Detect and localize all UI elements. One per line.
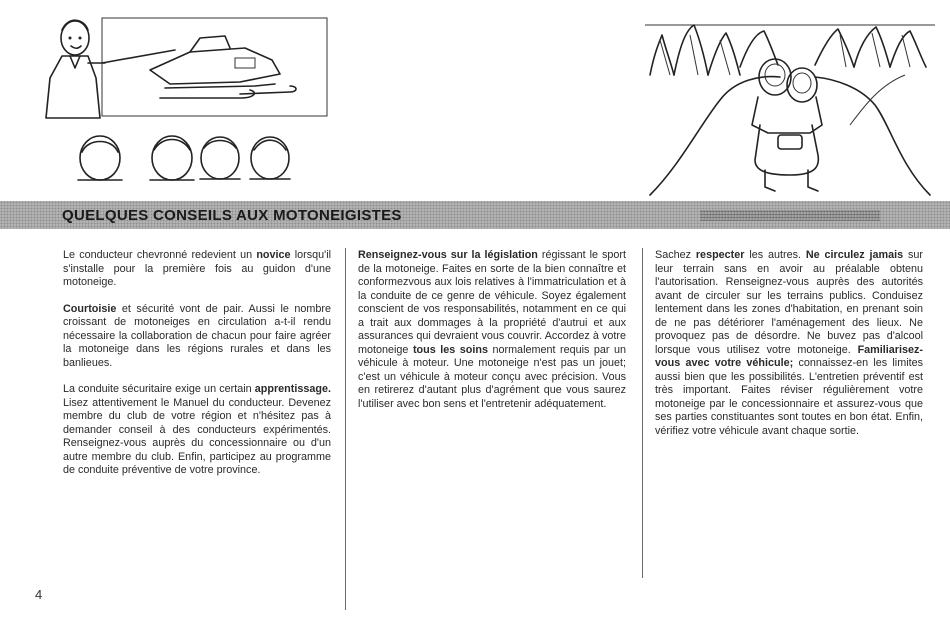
- text-column-3: [655, 249, 923, 451]
- text-run: connaissez-en les limites aussi bien que les possibilités. L'entretien préventif est très important. Faites réviser régulièrement votre motoneige par le concessionnaire et assurez-vous que ses parties constituantes sont toutes en bon état. Enfin, vérifiez votre véhicule avant chaque sortie.: [655, 357, 923, 437]
- banner-dark-strip: [700, 210, 880, 221]
- bold-text: Courtoisie: [63, 302, 117, 315]
- paragraph: [358, 249, 626, 411]
- bold-text: Familiarisez-vous avec votre véhicule;: [655, 343, 923, 369]
- forest-treeline: [645, 25, 935, 75]
- text-run: Sachez: [655, 249, 696, 261]
- text-column-1: [63, 249, 331, 491]
- text-run: Le conducteur chevronné redevient un: [63, 249, 257, 261]
- text-run: Lisez attentivement le Manuel du conducteur. Devenez membre du club de votre région et n'hésitez pas à demander conseil à des conducteurs expérimentés. Renseignez-vous auprès du concessionnaire ou d'un autre membre du club. Enfin, participez au programme de conduite préventive de votre province.: [63, 396, 331, 476]
- bold-text: Renseignez-vous sur la législation: [358, 249, 538, 261]
- text-run: régissant le sport de la motoneige. Faites en sorte de la bien connaître et conformezvous aux lois relatives à l'immatriculation et à la conduite de ce genre de véhicule. Soyez également conscient de vos responsabilités, notamment en ce qui a trait aux dommages à la propriété d'autrui et aux assurances qui devraient vous couvrir. Accordez à votre motoneige: [358, 249, 626, 356]
- column-divider-2: [642, 248, 643, 578]
- text-run: les autres.: [744, 249, 806, 261]
- paragraph: [63, 303, 331, 371]
- text-run: La conduite sécuritaire exige un certain: [63, 383, 255, 395]
- bold-text: apprentissage.: [254, 383, 331, 395]
- text-run: et sécurité vont de pair. Aussi le nombre croissant de motoneiges en circulation a-t-il rendu nécessaire la collaboration de chacun pour faire agréer la motoneige dans les régions rurales et dans les banlieues.: [63, 302, 331, 369]
- bold-text: novice: [256, 249, 291, 261]
- presentation-board: [102, 18, 327, 116]
- snowmobile-drawing: [150, 36, 296, 98]
- text-run: sur leur terrain sans en avoir au préalable obtenu l'autorisation. Renseignez-vous auprès des autorités avant de circuler sur les terrains publics. Conduisez lentement dans les zones d'habitation, en prenant soin de ne pas détériorer l'aménagement des lieux. Ne provoquez pas de désordre. Ne buvez pas d'alcool lorsque vous utilisez votre motoneige.: [655, 249, 924, 356]
- instructor-figure: [46, 20, 105, 118]
- text-column-2: [358, 249, 626, 424]
- section-title: QUELQUES CONSEILS AUX MOTONEIGISTES: [62, 207, 402, 224]
- paragraph: [655, 249, 923, 438]
- page-number: 4: [35, 587, 43, 602]
- bold-text: tous les soins: [412, 343, 488, 356]
- column-divider-1: [345, 248, 346, 610]
- riders-on-snowmobile: [752, 59, 822, 191]
- paragraph: [63, 383, 331, 478]
- couple-riding-snowmobile-illustration: [640, 5, 940, 197]
- section-banner: [0, 201, 950, 229]
- text-run: normalement requis par un véhicule à moteur. Une motoneige n'est pas un jouet; c'est un véhicule à moteur conçu avec précision. Vous en retirerez d'autant plus d'agrément que vous saurez l'utiliser avec bon sens et l'entretenir adéquatement.: [358, 343, 627, 410]
- bold-text: respecter: [695, 249, 745, 261]
- text-run: lorsqu'il s'installe pour la première fois au guidon d'une motoneige.: [63, 249, 332, 288]
- audience-heads: [78, 136, 290, 180]
- paragraph: [63, 249, 331, 290]
- instructor-snowmobile-class-illustration: [40, 8, 340, 193]
- bold-text: Ne circulez jamais: [805, 249, 904, 261]
